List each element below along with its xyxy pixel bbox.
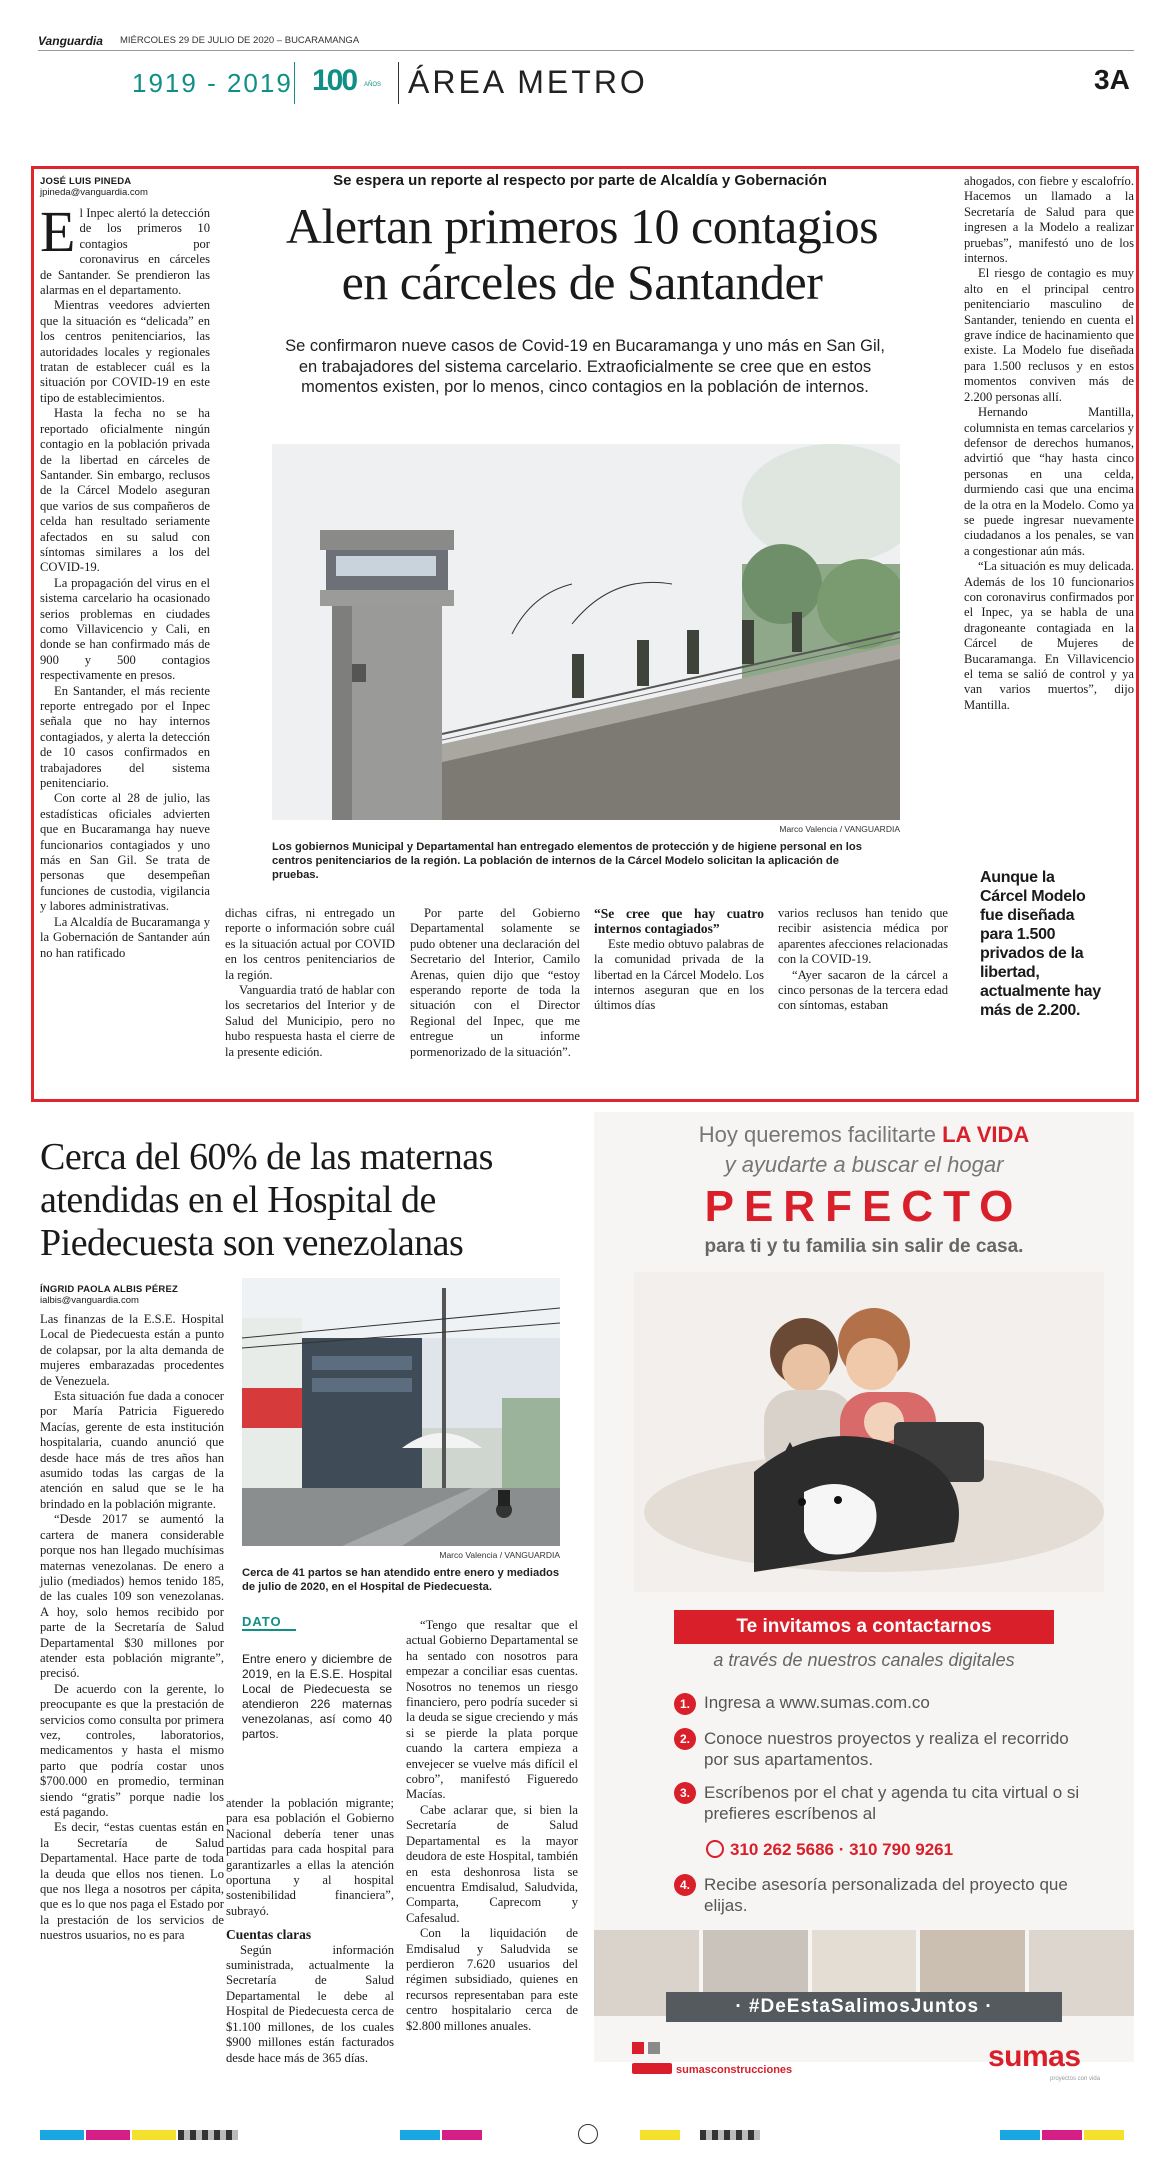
dato-text: Entre enero y diciembre de 2019, en la E.S.E. Hospital Local de Piedecuesta se atendieron 226 maternas venezolanas, así como 40 partos. [242, 1652, 392, 1741]
masthead-rule [38, 50, 1134, 51]
dato-label: DATO [242, 1614, 296, 1631]
ad-hashtag: · #DeEstaSalimosJuntos · [666, 1992, 1062, 2022]
reg-gray-2 [700, 2130, 760, 2140]
ad-step-1-text: Ingresa a www.sumas.com.co [704, 1693, 930, 1712]
section-title: ÁREA METRO [408, 64, 648, 100]
story2-col1-p1: Esta situación fue dada a conocer por María Patricia Figueredo Macías, gerente de esta institución hospitalaria, cuando anunció que desde hace más de tres años han asumido todas las cargas de la atención en salud que se le ha brindado en la población migrante. [40, 1389, 224, 1511]
social-icons [632, 2063, 672, 2074]
ad-subtitle: para ti y tu familia sin salir de casa. [704, 1236, 1024, 1257]
story2-email: ialbis@vanguardia.com [40, 1295, 139, 1306]
page-number: 3A [1094, 64, 1130, 95]
ad-step-1 [674, 1692, 1094, 1715]
story1-headline-line1: Alertan primeros 10 contagios [285, 198, 879, 254]
story1-headline-line2: en cárceles de Santander [341, 254, 823, 310]
years-label: 1919 - 2019 [132, 68, 293, 98]
hospital-street-illustration [242, 1278, 560, 1546]
story1-col1-p0: l Inpec alertó la detección de los primeros 10 contagios por coronavirus en cárceles de Santander. Se prendieron las alarmas en el departamento. [40, 206, 210, 298]
ad-family-photo [634, 1272, 1104, 1592]
ad-line2: y ayudarte a buscar el hogar [724, 1152, 1004, 1177]
reg-magenta-1 [86, 2130, 130, 2140]
ad-step-4 [674, 1874, 1094, 1916]
story2-headline-line2: atendidas en el Hospital de [40, 1179, 436, 1221]
whatsapp-icon [706, 1840, 724, 1858]
hospital-photo [242, 1278, 560, 1546]
ad-color-squares [632, 2042, 660, 2054]
story1-col6-p3: “La situación es muy delicada. Además de los 10 funcionarios con coronavirus confirmados por el Inpec, ya se habla de una dragoneante contagiada en la Cárcel de Mujeres de Bucaramanga. En Villavicencio el tema se salió de control y ya van varios muertos”, dijo Mantilla. [964, 559, 1134, 712]
prison-photo [272, 444, 900, 820]
story1-column-5 [778, 906, 948, 1014]
hospital-photo-credit: Marco Valencia / VANGUARDIA [439, 1550, 560, 1560]
story2-column-1 [40, 1312, 224, 1944]
ad-panel [594, 1112, 1134, 2062]
story1-col2-p0: dichas cifras, ni entregado un reporte o información sobre cuál es la situación actual por COVID en los centros penitenciarios de la región. [225, 906, 395, 982]
story1-col1-p2: Hasta la fecha no se ha reportado oficialmente ningún contagio en la población privada de la libertad en cárceles de Santander. Sin embargo, reclusos de la Cárcel Modelo aseguran que varios de sus compañeros de celda han resultado seriamente afectados en su salud con síntomas similares a los del COVID-19. [40, 406, 210, 575]
story1-col5-p1: “Ayer sacaron de la cárcel a cinco personas de la tercera edad con síntomas, estaban [778, 967, 948, 1013]
ad-brand-sub: proyectos con vida [1050, 2076, 1101, 2082]
ad-title: PERFECTO [704, 1182, 1024, 1231]
reg-yellow-2 [640, 2130, 680, 2140]
reg-magenta-3 [1042, 2130, 1082, 2140]
story1-col1-p3: La propagación del virus en el sistema carcelario ha ocasionado serios problemas en ciudades como Villavicencio y Cali, en donde se han confirmado más de 900 y 500 contagios respectivamente en presos. [40, 575, 210, 683]
story1-byline [40, 176, 220, 198]
story1-subhead: “Se cree que hay cuatro internos contagiados” [594, 906, 764, 937]
story2-col1-p0: Las finanzas de la E.S.E. Hospital Local de Piedecuesta están a punto de colapsar, por la alta demanda de mujeres embarazadas procedentes de Venezuela. [40, 1312, 224, 1388]
story1-col4-p0: Este medio obtuvo palabras de la comunidad privada de la libertad en la Cárcel Modelo. Los internos aseguran que en los últimos días [594, 936, 764, 1013]
prison-tower-illustration [272, 444, 900, 820]
ad-step-2-number: 2. [674, 1728, 696, 1750]
ad-line1-highlight: LA VIDA [942, 1122, 1030, 1147]
registration-crosshair-icon [578, 2124, 598, 2144]
story1-col6-p0: ahogados, con fiebre y escalofrío. Hacemos un llamado a la Secretaría de Salud para que ingresen a la Modelo a realizar pruebas”, manifestó uno de los internos. [964, 174, 1134, 266]
story2-col1-p3: De acuerdo con la gerente, lo preocupante es que la prestación de servicios como consulta por primera vez, controles, laboratorios, medicamentos y hasta el mismo parto que podría costar unos $700.000 en promedio, terminan siendo “gratis” porque nadie los está pagando. [40, 1681, 224, 1819]
story1-col1-p1: Mientras veedores advierten que la situación es “delicada” en los centros penitenciarios, las autoridades locales y regionales tratan de establecer cuál es la situación por COVID-19 en este tipo de establecimientos. [40, 298, 210, 405]
story2-headline [40, 1136, 600, 1265]
story2-byline [40, 1284, 230, 1306]
ad-step-3-text: Escríbenos por el chat y agenda tu cita virtual o si prefieres escríbenos al [704, 1783, 1080, 1823]
story1-headline [222, 198, 942, 310]
story1-column-2 [225, 906, 395, 1060]
story2-column-3 [406, 1618, 578, 2034]
reg-yellow-3 [1084, 2130, 1124, 2140]
ad-line1 [594, 1122, 1134, 1148]
hospital-photo-caption: Cerca de 41 partos se han atendido entre enero y mediados de julio de 2020, en el Hospital de Piedecuesta. [242, 1567, 560, 1593]
story1-column-1 [40, 199, 210, 961]
reg-cyan-2 [400, 2130, 440, 2140]
story1-col6-p1: El riesgo de contagio es muy alto en el principal centro penitenciario masculino de Santander, teniendo en cuenta el grave índice de hacinamiento que existe. La Modelo fue diseñada para 1.500 reclusos y en estos momentos conviven más de 2.200 personas allí. [964, 266, 1134, 404]
story2-col3-p2: Con la liquidación de Emdisalud y Saludvida se perdieron 7.620 usuarios del régimen subsidiado, quienes en recursos representaban para este centro hospitalario cerca de $2.800 millones anuales. [406, 1926, 578, 2033]
prison-photo-caption: Los gobiernos Municipal y Departamental han entregado elementos de protección y de higiene personal en los centros penitenciarios de la región. La población de internos de la Cárcel Modelo solicitan la aplicación de pruebas. [272, 841, 862, 881]
ad-line1-text: Hoy queremos facilitarte [698, 1122, 936, 1147]
story1-column-4 [594, 906, 764, 1014]
ad-square-red [632, 2042, 644, 2054]
reg-magenta-2 [442, 2130, 482, 2140]
story2-col1-p4: Es decir, “estas cuentas están en la Secretaría de Salud Departamental. Hace parte de toda la deuda que ellos nos tienen. Lo que nos llega a nosotros per cápita, que es lo que nos paga el Estado por la prestación de los servicios de nuestros usuarios, no es para [40, 1820, 224, 1943]
story2-col2-p0: atender la población migrante; para esa población el Gobierno Nacional debería tener unas partidas para cada hospital para garantizarles a ellas la atención oportuna y al hospital sostenibilidad financiera”, subrayó. [226, 1796, 394, 1918]
story2-col3-p1: Cabe aclarar que, si bien la Secretaría de Salud Departamental es la mayor deudora de este Hospital, también en esta deshonrosa lista se encuentra Emdisalud, Saludvida, Comparta, Caprecom y Cafesalud. [406, 1802, 578, 1925]
anniversary-logo: 100 [312, 64, 357, 97]
story1-email: jpineda@vanguardia.com [40, 187, 148, 198]
story2-column-2 [226, 1796, 394, 2066]
ad-step-2 [674, 1728, 1094, 1770]
story1-col3-p0: Por parte del Gobierno Departamental solamente se pudo obtener una declaración del Secretario del Interior, Camilo Arenas, quien dijo que “estoy esperando reporte de toda la situación con el Director Regional del Inpec, que me entregue un informe pormenorizado de la situación”. [410, 906, 580, 1059]
ad-square-gray [648, 2042, 660, 2054]
story1-pullquote: Aunque la Cárcel Modelo fue diseñada para 1.500 privados de la libertad, actualmente hay más de 2.200. [980, 869, 1101, 1019]
story2-headline-line3: Piedecuesta son venezolanas [40, 1222, 464, 1264]
ad-step-1-number: 1. [674, 1693, 696, 1715]
story1-col2-p1: Vanguardia trató de hablar con los secretarios del Interior y de Salud del Municipio, pero no hubo respuesta hasta el cierre de la presente edición. [225, 983, 395, 1059]
story1-col1-p4: En Santander, el más reciente reporte entregado por el Inpec señala que no hay internos contagiados, y alerta la detección de 10 casos confirmados en trabajadores del sistema penitenciario. [40, 683, 210, 791]
story2-headline-line1: Cerca del 60% de las maternas [40, 1136, 493, 1178]
story1-col1-p6: La Alcaldía de Bucaramanga y la Gobernación de Santander aún no han ratificado [40, 914, 210, 960]
story1-column-6 [964, 174, 1134, 713]
story1-deck: Se confirmaron nueve casos de Covid-19 en Bucaramanga y uno más en San Gil, en trabajadores del sistema carcelario. Extraoficialmente se cree que en estos momentos existen, por lo menos, cinco contagios en la población de internos. [285, 337, 885, 396]
story1-dropcap: E [40, 199, 76, 264]
story2-col1-p2: “Desde 2017 se aumentó la cartera de manera considerable porque nos han llegado muchísimas maternas venezolanas. De enero a julio (mediados) hemos tenido 185, de las cuales 109 son venezolanas. A hoy, solo hemos recibido por parte de la Secretaría de Salud Departamental $30 millones por atender esta población migrante”, precisó. [40, 1512, 224, 1681]
ad-phones [706, 1840, 953, 1860]
story2-col3-p0: “Tengo que resaltar que el actual Gobierno Departamental se ha sentado con nosotros para empezar a conciliar esas cuentas. Nosotros no tenemos un riesgo financiero, pero podría suceder si la deuda se sigue creciendo y más si se pierde la plata porque cuando la cartera empieza a envejecer se vuelve más difícil el cobro”, manifestó Figueredo Macías. [406, 1618, 578, 1802]
prison-photo-credit: Marco Valencia / VANGUARDIA [779, 824, 900, 834]
ad-step-4-text: Recibe asesoría personalizada del proyecto que elijas. [704, 1875, 1068, 1915]
ad-step-3 [674, 1782, 1094, 1824]
reg-gray-1 [178, 2130, 238, 2140]
story1-author: JOSÉ LUIS PINEDA [40, 176, 132, 187]
story2-col2b-p0: Según información suministrada, actualmente la Secretaría de Salud Departamental le debe al Hospital de Piedecuesta cerca de $1.100 millones, de los cuales $900 millones están facturados desde hace más de 365 días. [226, 1942, 394, 2065]
ad-phones-text: 310 262 5686 · 310 790 9261 [730, 1840, 954, 1859]
divider-1 [294, 62, 295, 104]
reg-cyan-3 [1000, 2130, 1040, 2140]
story1-column-3 [410, 906, 580, 1060]
story1-col6-p2: Hernando Mantilla, columnista en temas carcelarios y defensor de derechos humanos, advirtió que “hay hasta cinco personas en una celda, durmiendo casi que una encima de la otra en la Modelo. Como ya se puede ingresar nuevamente ciudadanos a los penales, se van a congestionar aún más. [964, 405, 1134, 558]
story2-author: ÍNGRID PAOLA ALBIS PÉREZ [40, 1284, 178, 1295]
ad-social [632, 2063, 792, 2076]
ad-brand: sumas [988, 2040, 1081, 2073]
ad-step-2-text: Conoce nuestros proyectos y realiza el recorrido por sus apartamentos. [704, 1729, 1069, 1769]
ad-step-3-number: 3. [674, 1782, 696, 1804]
masthead-date: MIÉRCOLES 29 DE JULIO DE 2020 – BUCARAMANGA [120, 35, 360, 46]
divider-2 [398, 62, 399, 104]
ad-banner-sub: a través de nuestros canales digitales [713, 1650, 1015, 1670]
story1-col1-p5: Con corte al 28 de julio, las estadísticas oficiales advierten que en Bucaramanga hay nueve funcionarios contagiados y uno más en San Gil. Se trata de personas que desempeñan funciones de custodia, vigilancia y labores administrativas. [40, 791, 210, 914]
story1-kicker: Se espera un reporte al respecto por parte de Alcaldía y Gobernación [333, 172, 827, 189]
ad-social-text: sumasconstrucciones [676, 2064, 793, 2076]
ad-banner: Te invitamos a contactarnos [674, 1610, 1054, 1644]
ad-step-4-number: 4. [674, 1874, 696, 1896]
reg-cyan-1 [40, 2130, 84, 2140]
anniversary-sub: AÑOS [364, 82, 382, 88]
masthead-brand: Vanguardia [38, 34, 103, 48]
story1-col5-p0: varios reclusos han tenido que recibir asistencia médica por aparentes afecciones relacionadas con la COVID-19. [778, 906, 948, 967]
story2-subhead: Cuentas claras [226, 1927, 312, 1943]
reg-yellow-1 [132, 2130, 176, 2140]
family-dog-illustration [634, 1272, 1104, 1592]
